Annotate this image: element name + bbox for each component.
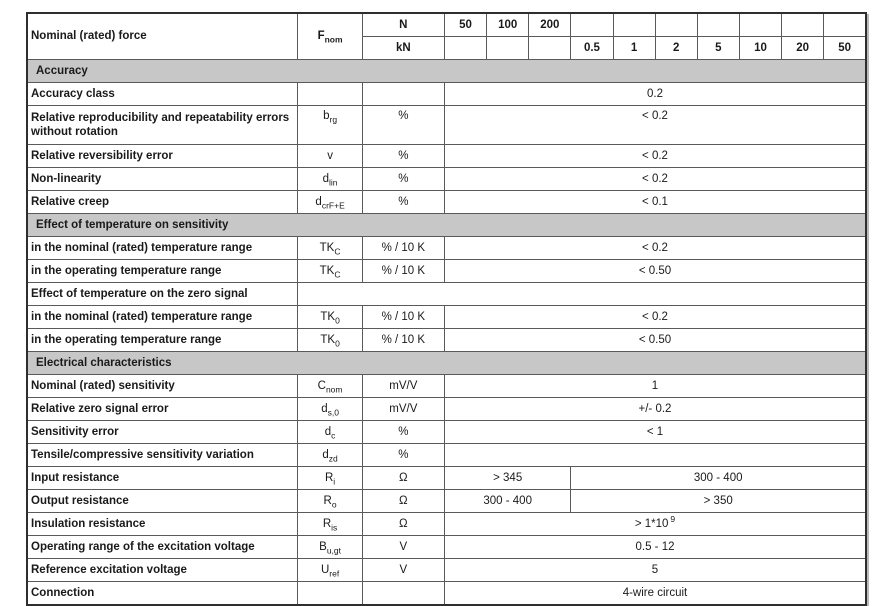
row-unit: Ω xyxy=(362,490,444,513)
row-merged-empty-cell xyxy=(298,283,866,306)
value-text: 0.2 xyxy=(646,87,663,100)
row-unit xyxy=(362,83,444,106)
table-row xyxy=(27,237,866,260)
header-force-value-n: 50 xyxy=(444,13,486,37)
row-symbol xyxy=(298,306,362,329)
symbol-subscript: C xyxy=(334,246,341,257)
table-row xyxy=(27,306,866,329)
table-row xyxy=(27,83,866,106)
value-text: < 0.2 xyxy=(642,149,668,162)
value-text: 5 xyxy=(651,563,659,576)
row-symbol xyxy=(298,237,362,260)
table-row xyxy=(27,490,866,513)
header-force-value-n xyxy=(613,13,655,37)
symbol-base: F xyxy=(317,30,325,43)
symbol-base: TK xyxy=(319,241,335,254)
value-text: > 345 xyxy=(493,471,523,484)
row-label: Relative reversibility error xyxy=(27,145,298,168)
symbol-base: TK xyxy=(320,310,336,323)
value-cell xyxy=(444,83,866,106)
symbol-subscript: 0 xyxy=(335,315,340,326)
symbol-base: d xyxy=(322,448,329,461)
table-row xyxy=(27,513,866,536)
section-title: Electrical characteristics xyxy=(27,352,866,375)
value-text: 1 xyxy=(651,379,659,392)
row-unit: Ω xyxy=(362,467,444,490)
section-title: Effect of temperature on sensitivity xyxy=(27,214,866,237)
symbol-subscript: lin xyxy=(329,177,338,188)
row-symbol xyxy=(298,444,362,467)
row-symbol xyxy=(298,145,362,168)
row-symbol xyxy=(298,106,362,145)
value-cell xyxy=(444,398,866,421)
row-label: Reference excitation voltage xyxy=(27,559,298,582)
table-row xyxy=(27,168,866,191)
symbol-subscript: nom xyxy=(325,384,343,395)
row-label: in the nominal (rated) temperature range xyxy=(27,237,298,260)
value-cell xyxy=(444,168,866,191)
row-label: Non-linearity xyxy=(27,168,298,191)
row-symbol xyxy=(298,398,362,421)
symbol-base: R xyxy=(322,517,332,530)
header-force-value-n xyxy=(824,13,866,37)
row-symbol xyxy=(298,536,362,559)
symbol-base: U xyxy=(320,563,330,576)
value-text: < 0.50 xyxy=(638,333,672,346)
symbol-subscript: zd xyxy=(328,453,338,464)
row-unit: V xyxy=(362,536,444,559)
value-text: +/- 0.2 xyxy=(638,402,672,415)
value-text: < 0.1 xyxy=(642,195,668,208)
symbol-subscript: crF+E xyxy=(321,200,345,211)
row-symbol xyxy=(298,83,362,106)
section-title: Accuracy xyxy=(27,60,866,83)
row-unit: V xyxy=(362,559,444,582)
section-header-row xyxy=(27,352,866,375)
row-label: Relative creep xyxy=(27,191,298,214)
value-cell xyxy=(571,467,866,490)
table-row xyxy=(27,467,866,490)
value-text: 4-wire circuit xyxy=(622,586,688,599)
symbol-subscript: i xyxy=(333,476,336,487)
header-force-value-n xyxy=(655,13,697,37)
table-row xyxy=(27,260,866,283)
row-label: in the operating temperature range xyxy=(27,260,298,283)
symbol-base: b xyxy=(323,110,330,122)
section-header-row xyxy=(27,214,866,237)
row-label: Sensitivity error xyxy=(27,421,298,444)
row-unit: % xyxy=(362,191,444,214)
header-force-value-n xyxy=(782,13,824,37)
symbol-subscript: u,gt xyxy=(326,545,341,556)
table-row xyxy=(27,283,866,306)
row-symbol xyxy=(298,375,362,398)
value-superscript: 9 xyxy=(670,513,676,524)
value-cell xyxy=(444,375,866,398)
symbol-subscript: o xyxy=(331,499,337,510)
table-row xyxy=(27,398,866,421)
table-row xyxy=(27,191,866,214)
row-unit: % xyxy=(362,145,444,168)
symbol-subscript: ref xyxy=(329,568,340,579)
row-symbol xyxy=(298,582,362,606)
value-text: < 0.2 xyxy=(642,241,668,254)
header-force-value-kn: 10 xyxy=(739,37,781,60)
value-cell xyxy=(444,306,866,329)
row-label: Accuracy class xyxy=(27,83,298,106)
header-force-value-n: 200 xyxy=(529,13,571,37)
value-text: < 0.2 xyxy=(642,110,668,122)
value-cell xyxy=(444,582,866,606)
value-text: 300 - 400 xyxy=(693,471,743,484)
row-unit xyxy=(362,582,444,606)
row-label: in the operating temperature range xyxy=(27,329,298,352)
header-symbol-fnom xyxy=(298,13,362,60)
value-cell xyxy=(444,536,866,559)
datasheet-page xyxy=(26,12,867,606)
row-label: Insulation resistance xyxy=(27,513,298,536)
header-force-value-n xyxy=(571,13,613,37)
symbol-subscript: s,0 xyxy=(327,407,339,418)
symbol-base: d xyxy=(315,195,322,208)
value-text: < 0.50 xyxy=(638,264,672,277)
row-symbol xyxy=(298,513,362,536)
header-force-value-n: 100 xyxy=(487,13,529,37)
row-label: in the nominal (rated) temperature range xyxy=(27,306,298,329)
value-text: < 0.2 xyxy=(642,310,668,323)
header-row-newton xyxy=(27,13,866,37)
symbol-subscript: nom xyxy=(324,34,343,45)
value-text: > 1*10 xyxy=(634,517,669,530)
row-symbol xyxy=(298,559,362,582)
header-force-value-n xyxy=(697,13,739,37)
row-unit: % xyxy=(362,421,444,444)
row-unit: % xyxy=(362,444,444,467)
symbol-base: d xyxy=(321,402,328,415)
header-force-value-kn xyxy=(529,37,571,60)
header-force-value-kn: 20 xyxy=(782,37,824,60)
table-row xyxy=(27,444,866,467)
value-text: < 1 xyxy=(646,425,664,438)
row-symbol xyxy=(298,329,362,352)
section-header-row xyxy=(27,60,866,83)
header-force-value-kn xyxy=(487,37,529,60)
row-label: Nominal (rated) sensitivity xyxy=(27,375,298,398)
header-force-value-kn: 0.5 xyxy=(571,37,613,60)
row-symbol xyxy=(298,168,362,191)
symbol-base: d xyxy=(322,172,330,185)
row-symbol xyxy=(298,490,362,513)
value-cell xyxy=(444,237,866,260)
header-param-label: Nominal (rated) force xyxy=(27,13,298,60)
row-label: Relative zero signal error xyxy=(27,398,298,421)
value-cell xyxy=(444,559,866,582)
symbol-base: R xyxy=(324,471,334,484)
symbol-base: R xyxy=(323,494,332,507)
symbol-base: TK xyxy=(319,264,335,277)
row-label: Operating range of the excitation voltage xyxy=(27,536,298,559)
header-force-value-n xyxy=(739,13,781,37)
header-force-value-kn xyxy=(444,37,486,60)
header-force-value-kn: 2 xyxy=(655,37,697,60)
header-force-value-kn: 50 xyxy=(824,37,866,60)
row-label: Tensile/compressive sensitivity variation xyxy=(27,444,298,467)
header-unit-kn: kN xyxy=(362,37,444,60)
value-cell xyxy=(444,490,570,513)
symbol-subscript: c xyxy=(331,430,336,441)
header-force-value-kn: 1 xyxy=(613,37,655,60)
value-text: < 0.2 xyxy=(642,172,668,185)
row-label: Effect of temperature on the zero signal xyxy=(27,283,298,306)
value-text: 300 - 400 xyxy=(483,494,532,507)
row-unit: mV/V xyxy=(362,375,444,398)
row-unit: % / 10 K xyxy=(362,329,444,352)
row-unit: % xyxy=(362,168,444,191)
value-cell xyxy=(444,513,866,536)
value-cell xyxy=(444,106,866,145)
row-unit: % xyxy=(362,106,444,145)
row-unit: mV/V xyxy=(362,398,444,421)
header-force-value-kn: 5 xyxy=(697,37,739,60)
symbol-subscript: rg xyxy=(329,114,338,125)
table-row xyxy=(27,559,866,582)
row-label: Input resistance xyxy=(27,467,298,490)
row-symbol xyxy=(298,467,362,490)
value-text: > 350 xyxy=(703,494,733,507)
value-cell xyxy=(444,191,866,214)
row-label: Relative reproducibility and repeatability errors without rotation xyxy=(27,106,298,145)
row-unit: % / 10 K xyxy=(362,237,444,260)
value-cell xyxy=(571,490,866,513)
symbol-base: TK xyxy=(320,333,336,346)
row-symbol xyxy=(298,421,362,444)
value-cell xyxy=(444,421,866,444)
row-unit: Ω xyxy=(362,513,444,536)
table-row xyxy=(27,106,866,145)
symbol-subscript: 0 xyxy=(335,338,340,349)
value-cell xyxy=(444,145,866,168)
header-unit-n: N xyxy=(362,13,444,37)
symbol-subscript: C xyxy=(334,269,341,280)
row-unit: % / 10 K xyxy=(362,260,444,283)
value-cell xyxy=(444,260,866,283)
force-transducer-spec-table xyxy=(26,12,867,606)
value-cell xyxy=(444,329,866,352)
table-row xyxy=(27,536,866,559)
table-row xyxy=(27,329,866,352)
table-row xyxy=(27,145,866,168)
row-symbol xyxy=(298,260,362,283)
table-row xyxy=(27,421,866,444)
table-row xyxy=(27,582,866,606)
table-row xyxy=(27,375,866,398)
symbol-base: v xyxy=(327,149,333,162)
symbol-base: B xyxy=(319,540,327,553)
symbol-subscript: is xyxy=(331,522,338,533)
symbol-base: d xyxy=(324,425,332,438)
value-cell xyxy=(444,444,866,467)
value-cell xyxy=(444,467,570,490)
row-unit: % / 10 K xyxy=(362,306,444,329)
row-label: Connection xyxy=(27,582,298,606)
value-text: 0.5 - 12 xyxy=(635,540,675,553)
row-label: Output resistance xyxy=(27,490,298,513)
row-symbol xyxy=(298,191,362,214)
symbol-base: C xyxy=(317,379,326,392)
